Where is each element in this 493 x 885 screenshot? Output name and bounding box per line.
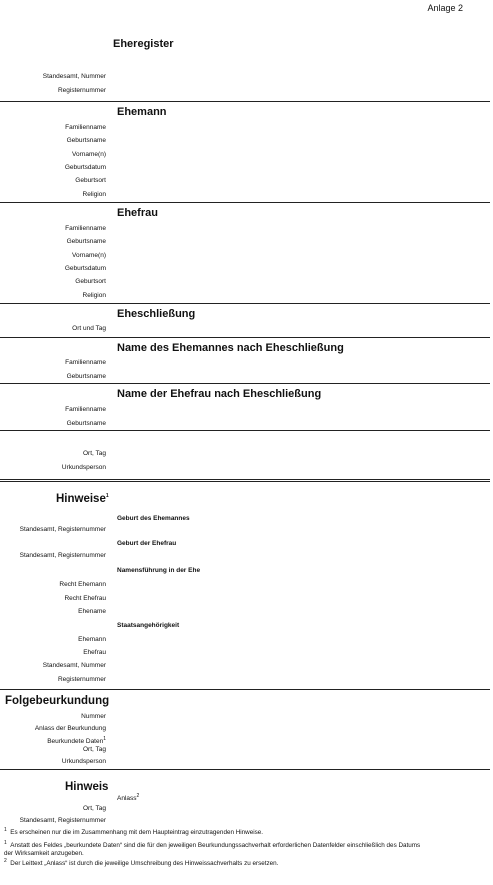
footnote-marker: 1 — [103, 736, 106, 742]
label-geburtsdatum: Geburtsdatum — [64, 265, 106, 272]
section-title-name-ehefrau: Name der Ehefrau nach Eheschließung — [117, 388, 322, 400]
section-title-hinweis: Hinweis — [65, 781, 109, 793]
label-geburtsort: Geburtsort — [75, 278, 106, 285]
label-ort-tag: Ort, Tag — [82, 450, 106, 457]
label-nummer: Nummer — [81, 713, 106, 720]
divider — [0, 337, 490, 338]
label-geburtsname: Geburtsname — [66, 373, 106, 380]
label-geburtsname: Geburtsname — [66, 420, 106, 427]
divider — [0, 101, 490, 102]
label-ehefrau: Ehefrau — [83, 649, 106, 656]
divider — [0, 303, 490, 304]
label-vornamen: Vorname(n) — [72, 252, 106, 259]
divider — [0, 383, 490, 384]
label-standesamt-registernummer: Standesamt, Registernummer — [19, 817, 106, 824]
label-geburtsname: Geburtsname — [66, 137, 106, 144]
label-familienname: Familienname — [65, 124, 106, 131]
beurkundete-daten-text: Beurkundete Daten — [47, 738, 104, 746]
footnote-text: Der Leittext „Anlass“ ist durch die jeweilige Umschreibung des Hinweissachverhalts zu ersetzen. — [10, 860, 279, 868]
divider — [0, 689, 490, 690]
label-vornamen: Vorname(n) — [72, 151, 106, 158]
label-urkundsperson: Urkundsperson — [61, 464, 106, 471]
footnote-text: Anstatt des Feldes „beurkundete Daten“ sind die für den jeweiligen Beurkundungssachverhalt erforderlichen Datenfelder einschließlich des Datums der Wirksamkeit anzugeben. — [4, 842, 421, 857]
label-standesamt-registernummer: Standesamt, Registernummer — [19, 526, 106, 533]
label-urkundsperson: Urkundsperson — [61, 758, 106, 765]
footnote — [4, 840, 424, 858]
label-beurkundete-daten — [47, 736, 106, 745]
label-registernummer: Registernummer — [57, 87, 106, 94]
annex-label: Anlage 2 — [427, 3, 463, 13]
label-familienname: Familienname — [65, 225, 106, 232]
section-title-folgebeurkundung: Folgebeurkundung — [5, 695, 110, 707]
section-title-ehemann: Ehemann — [117, 106, 167, 118]
footnote-mark: 1 — [4, 827, 7, 833]
label-recht-ehemann: Recht Ehemann — [59, 581, 106, 588]
anlass-text: Anlass — [117, 795, 137, 803]
label-geburtsort: Geburtsort — [75, 177, 106, 184]
label-anlass — [117, 793, 139, 802]
double-divider — [0, 479, 490, 484]
label-ehename: Ehename — [78, 608, 106, 615]
divider — [0, 769, 490, 770]
label-ort-tag: Ort, Tag — [82, 805, 106, 812]
subheading-geburt-ehemann: Geburt des Ehemannes — [117, 515, 190, 522]
label-standesamt-nummer: Standesamt, Nummer — [42, 73, 106, 80]
footnote-marker: 1 — [105, 493, 109, 500]
label-ort-tag: Ort, Tag — [82, 746, 106, 753]
label-geburtsname: Geburtsname — [66, 238, 106, 245]
label-geburtsdatum: Geburtsdatum — [64, 164, 106, 171]
divider — [0, 202, 490, 203]
footnote-text: Es erscheinen nur die im Zusammenhang mit dem Haupteintrag einzutragenden Hinweise. — [10, 829, 263, 837]
footnote-marker: 2 — [136, 793, 140, 799]
label-familienname: Familienname — [65, 359, 106, 366]
label-ehemann: Ehemann — [78, 636, 106, 643]
label-familienname: Familienname — [65, 406, 106, 413]
section-title-name-ehemann: Name des Ehemannes nach Eheschließung — [117, 342, 344, 354]
section-title-eheregister: Eheregister — [113, 38, 174, 50]
footnote-mark: 1 — [4, 840, 7, 846]
section-title-ehefrau: Ehefrau — [117, 207, 158, 219]
section-title-hinweise — [56, 493, 109, 505]
label-standesamt-nummer: Standesamt, Nummer — [42, 662, 106, 669]
subheading-staatsangehoerigkeit: Staatsangehörigkeit — [117, 622, 180, 629]
label-religion: Religion — [82, 191, 106, 198]
footnote-mark: 2 — [4, 858, 7, 864]
label-recht-ehefrau: Recht Ehefrau — [64, 595, 106, 602]
footnote — [4, 827, 474, 837]
label-anlass-der-beurkundung: Anlass der Beurkundung — [34, 725, 106, 732]
subheading-namensfuehrung: Namensführung in der Ehe — [117, 567, 201, 574]
hinweise-title-text: Hinweise — [56, 493, 106, 505]
label-religion: Religion — [82, 292, 106, 299]
divider — [0, 430, 490, 431]
subheading-geburt-ehefrau: Geburt der Ehefrau — [117, 540, 177, 547]
label-standesamt-registernummer: Standesamt, Registernummer — [19, 552, 106, 559]
label-registernummer: Registernummer — [57, 676, 106, 683]
section-title-eheschliessung: Eheschließung — [117, 308, 196, 320]
footnote — [4, 858, 474, 868]
label-ort-und-tag: Ort und Tag — [72, 325, 106, 332]
